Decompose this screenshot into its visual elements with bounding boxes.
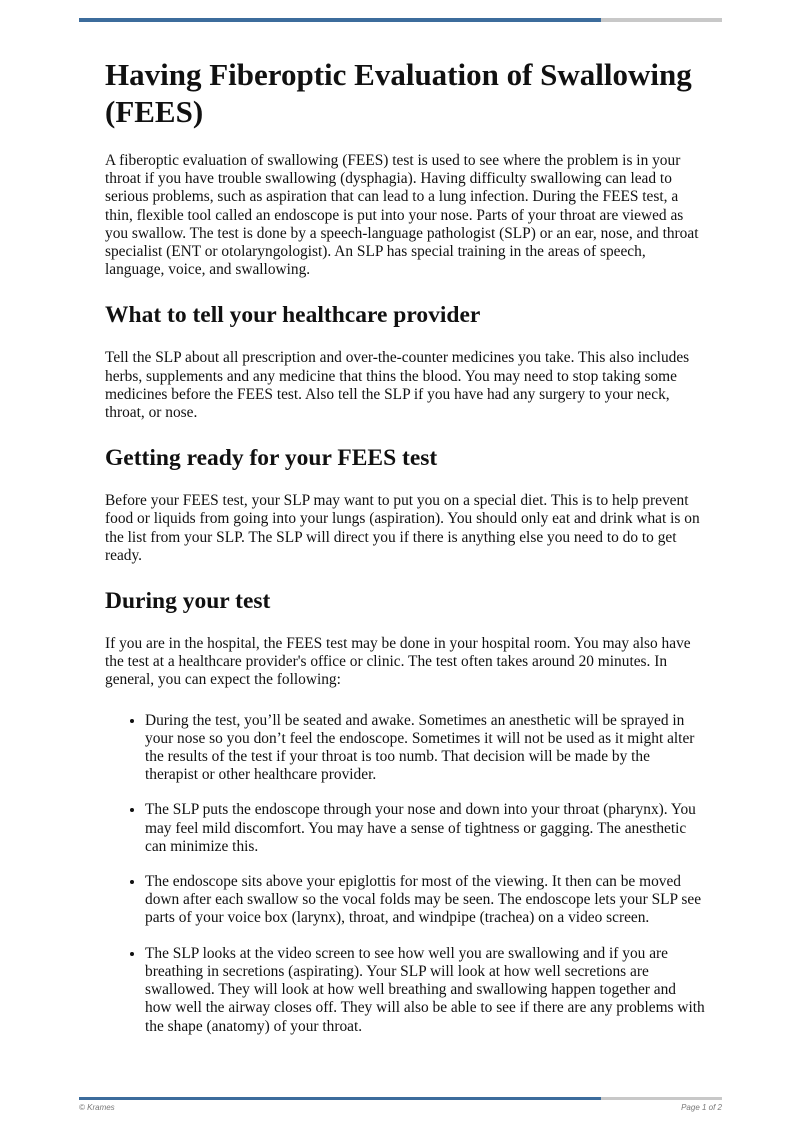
header-rule-accent: [79, 18, 601, 22]
footer-rule: [79, 1097, 722, 1100]
during-test-list: [105, 712, 705, 1036]
document-body: [105, 56, 705, 1053]
list-item: • The SLP puts the endoscope through your nose and down into your throat (pharynx). You may feel mild discomfort. You may have a sense of tightness or gagging. The anesthetic can minimize this.: [145, 801, 705, 856]
section-body-tell-provider: Tell the SLP about all prescription and over-the-counter medicines you take. This also includes herbs, supplements and any medicine that thins the blood. You may need to stop taking some medicines before the FEES test. Also tell the SLP if you have had any surgery to your neck, throat, or nose.: [105, 349, 690, 422]
section-heading-getting-ready: Getting ready for your FEES test: [105, 445, 438, 472]
page-title: Having Fiberoptic Evaluation of Swallowing (FEES): [105, 57, 692, 129]
section-body-during-test: If you are in the hospital, the FEES test may be done in your hospital room. You may also have the test at a healthcare provider's office or clinic. The test often takes around 20 minutes. In general, you can expect the following:: [105, 635, 691, 689]
section-body-getting-ready: Before your FEES test, your SLP may want to put you on a special diet. This is to help prevent food or liquids from going into your lungs (aspiration). You should only eat and drink what is on the list from your SLP. The SLP will direct you if there is anything else you need to do to get ready.: [105, 492, 700, 564]
section-heading-tell-provider: What to tell your healthcare provider: [105, 302, 481, 329]
list-item: • The SLP looks at the video screen to see how well you are swallowing and if you are breathing in secretions (aspirating). Your SLP will look at how well secretions are swallowed. They will look at how well breathing and swallowing happen together and how well the airway closes off. They will also be able to see if there are any problems with the shape (anatomy) of your throat.: [145, 945, 705, 1036]
header-rule: [79, 18, 722, 22]
footer-rule-accent: [79, 1097, 601, 1100]
list-item: • The endoscope sits above your epiglottis for most of the viewing. It then can be moved down after each swallow so the vocal folds may be seen. The endoscope lets your SLP see parts of your voice box (larynx), throat, and windpipe (trachea) on a video screen.: [145, 873, 705, 928]
footer-copyright: © Krames: [79, 1103, 115, 1112]
footer-page-number: Page 1 of 2: [681, 1103, 722, 1112]
section-heading-during-test: During your test: [105, 588, 271, 615]
intro-paragraph: A fiberoptic evaluation of swallowing (FEES) test is used to see where the problem is in your throat if you have trouble swallowing (dysphagia). Having difficulty swallowing can lead to serious problems, such as aspiration that can lead to a lung infection. During the FEES test, a thin, flexible tool called an endoscope is put into your nose. Parts of your throat are viewed as you swallow. The test is done by a speech-language pathologist (SLP) or an ear, nose, and throat specialist (ENT or otolaryngologist). An SLP has special training in the areas of speech, language, voice, and swallowing.: [105, 152, 699, 279]
list-item: • During the test, you’ll be seated and awake. Sometimes an anesthetic will be sprayed in your nose so you don’t feel the endoscope. Sometimes it will not be used as it might alter the results of the test if your throat is too numb. That decision will be made by the therapist or other healthcare provider.: [145, 712, 705, 785]
